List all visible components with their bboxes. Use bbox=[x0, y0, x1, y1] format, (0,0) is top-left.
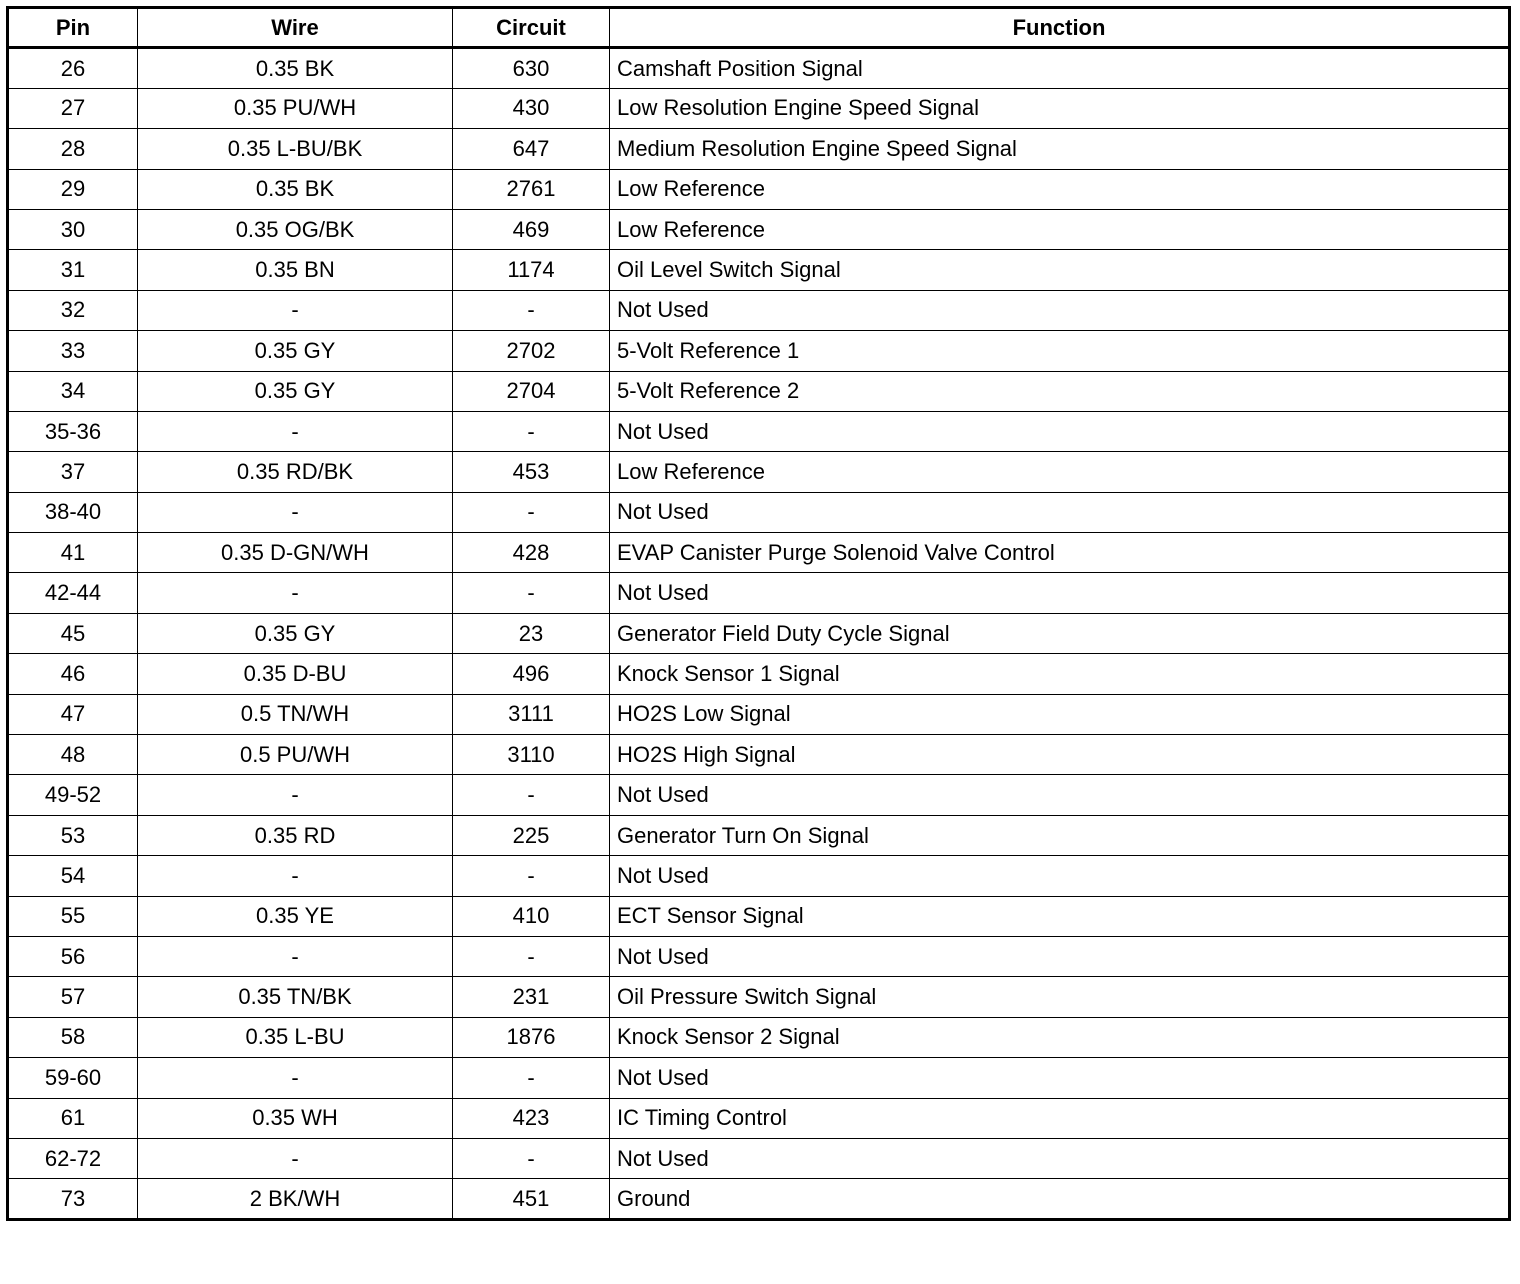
table-row bbox=[8, 694, 1510, 734]
cell-function: Low Reference bbox=[610, 169, 1510, 209]
header-wire: Wire bbox=[138, 8, 453, 48]
cell-wire: 0.35 L-BU bbox=[138, 1017, 453, 1057]
cell-pin: 27 bbox=[8, 88, 138, 128]
cell-function: Not Used bbox=[610, 856, 1510, 896]
cell-wire: 0.5 TN/WH bbox=[138, 694, 453, 734]
cell-function: ECT Sensor Signal bbox=[610, 896, 1510, 936]
cell-function: Knock Sensor 1 Signal bbox=[610, 654, 1510, 694]
cell-circuit: - bbox=[453, 856, 610, 896]
cell-pin: 31 bbox=[8, 250, 138, 290]
cell-wire: - bbox=[138, 856, 453, 896]
table-row bbox=[8, 1058, 1510, 1098]
cell-wire: 0.35 BK bbox=[138, 169, 453, 209]
cell-wire: 0.35 WH bbox=[138, 1098, 453, 1138]
cell-wire: 0.35 BK bbox=[138, 48, 453, 88]
cell-pin: 30 bbox=[8, 209, 138, 249]
cell-wire: - bbox=[138, 936, 453, 976]
cell-function: Not Used bbox=[610, 492, 1510, 532]
cell-function: Ground bbox=[610, 1179, 1510, 1219]
cell-pin: 61 bbox=[8, 1098, 138, 1138]
cell-wire: 0.35 BN bbox=[138, 250, 453, 290]
cell-pin: 73 bbox=[8, 1179, 138, 1219]
header-circuit: Circuit bbox=[453, 8, 610, 48]
cell-circuit: 3111 bbox=[453, 694, 610, 734]
cell-pin: 47 bbox=[8, 694, 138, 734]
cell-pin: 46 bbox=[8, 654, 138, 694]
cell-circuit: 3110 bbox=[453, 735, 610, 775]
cell-pin: 41 bbox=[8, 533, 138, 573]
cell-pin: 62-72 bbox=[8, 1138, 138, 1178]
cell-pin: 54 bbox=[8, 856, 138, 896]
cell-wire: 0.35 YE bbox=[138, 896, 453, 936]
cell-function: Not Used bbox=[610, 1138, 1510, 1178]
cell-pin: 53 bbox=[8, 815, 138, 855]
cell-function: 5-Volt Reference 2 bbox=[610, 371, 1510, 411]
cell-circuit: - bbox=[453, 573, 610, 613]
cell-pin: 45 bbox=[8, 613, 138, 653]
table-row bbox=[8, 573, 1510, 613]
table-row bbox=[8, 290, 1510, 330]
cell-wire: 0.35 D-BU bbox=[138, 654, 453, 694]
cell-circuit: 2702 bbox=[453, 331, 610, 371]
cell-circuit: 2761 bbox=[453, 169, 610, 209]
table-row bbox=[8, 48, 1510, 88]
cell-wire: 0.35 GY bbox=[138, 371, 453, 411]
cell-circuit: - bbox=[453, 775, 610, 815]
cell-wire: 0.35 L-BU/BK bbox=[138, 129, 453, 169]
cell-wire: - bbox=[138, 492, 453, 532]
cell-circuit: - bbox=[453, 1138, 610, 1178]
cell-wire: - bbox=[138, 573, 453, 613]
cell-pin: 37 bbox=[8, 452, 138, 492]
cell-pin: 57 bbox=[8, 977, 138, 1017]
cell-function: Not Used bbox=[610, 573, 1510, 613]
cell-function: Not Used bbox=[610, 936, 1510, 976]
table-row bbox=[8, 371, 1510, 411]
cell-wire: 0.35 GY bbox=[138, 331, 453, 371]
cell-wire: 0.35 D-GN/WH bbox=[138, 533, 453, 573]
cell-function: IC Timing Control bbox=[610, 1098, 1510, 1138]
header-pin: Pin bbox=[8, 8, 138, 48]
cell-circuit: 2704 bbox=[453, 371, 610, 411]
cell-circuit: 469 bbox=[453, 209, 610, 249]
cell-circuit: - bbox=[453, 290, 610, 330]
cell-function: HO2S High Signal bbox=[610, 735, 1510, 775]
cell-wire: 0.35 RD bbox=[138, 815, 453, 855]
table-row bbox=[8, 1098, 1510, 1138]
table-row bbox=[8, 250, 1510, 290]
cell-pin: 26 bbox=[8, 48, 138, 88]
cell-pin: 48 bbox=[8, 735, 138, 775]
table-row bbox=[8, 169, 1510, 209]
cell-function: HO2S Low Signal bbox=[610, 694, 1510, 734]
cell-circuit: 453 bbox=[453, 452, 610, 492]
cell-wire: 0.35 GY bbox=[138, 613, 453, 653]
cell-pin: 58 bbox=[8, 1017, 138, 1057]
header-function: Function bbox=[610, 8, 1510, 48]
cell-function: EVAP Canister Purge Solenoid Valve Control bbox=[610, 533, 1510, 573]
cell-function: Not Used bbox=[610, 290, 1510, 330]
table-row bbox=[8, 654, 1510, 694]
cell-circuit: 451 bbox=[453, 1179, 610, 1219]
cell-circuit: 423 bbox=[453, 1098, 610, 1138]
table-row bbox=[8, 1138, 1510, 1178]
table-row bbox=[8, 1179, 1510, 1219]
cell-wire: - bbox=[138, 411, 453, 451]
cell-pin: 42-44 bbox=[8, 573, 138, 613]
cell-pin: 49-52 bbox=[8, 775, 138, 815]
cell-function: Not Used bbox=[610, 411, 1510, 451]
connector-pinout-table bbox=[6, 6, 1511, 1221]
cell-circuit: 225 bbox=[453, 815, 610, 855]
cell-wire: 0.35 PU/WH bbox=[138, 88, 453, 128]
cell-circuit: 1174 bbox=[453, 250, 610, 290]
table-row bbox=[8, 936, 1510, 976]
cell-circuit: 231 bbox=[453, 977, 610, 1017]
cell-function: Medium Resolution Engine Speed Signal bbox=[610, 129, 1510, 169]
cell-wire: - bbox=[138, 775, 453, 815]
cell-function: Oil Level Switch Signal bbox=[610, 250, 1510, 290]
table-row bbox=[8, 533, 1510, 573]
cell-pin: 35-36 bbox=[8, 411, 138, 451]
cell-pin: 28 bbox=[8, 129, 138, 169]
cell-function: Oil Pressure Switch Signal bbox=[610, 977, 1510, 1017]
cell-pin: 33 bbox=[8, 331, 138, 371]
cell-circuit: - bbox=[453, 936, 610, 976]
cell-function: Not Used bbox=[610, 775, 1510, 815]
cell-circuit: 630 bbox=[453, 48, 610, 88]
cell-function: Generator Turn On Signal bbox=[610, 815, 1510, 855]
cell-function: Low Resolution Engine Speed Signal bbox=[610, 88, 1510, 128]
cell-wire: 0.35 TN/BK bbox=[138, 977, 453, 1017]
cell-circuit: 410 bbox=[453, 896, 610, 936]
cell-function: Low Reference bbox=[610, 209, 1510, 249]
cell-circuit: 1876 bbox=[453, 1017, 610, 1057]
cell-wire: 0.35 OG/BK bbox=[138, 209, 453, 249]
table-row bbox=[8, 492, 1510, 532]
table-row bbox=[8, 411, 1510, 451]
cell-pin: 29 bbox=[8, 169, 138, 209]
cell-function: Not Used bbox=[610, 1058, 1510, 1098]
table-row bbox=[8, 129, 1510, 169]
table-row bbox=[8, 88, 1510, 128]
cell-pin: 32 bbox=[8, 290, 138, 330]
table-row bbox=[8, 977, 1510, 1017]
table-row bbox=[8, 815, 1510, 855]
cell-function: Camshaft Position Signal bbox=[610, 48, 1510, 88]
table-row bbox=[8, 856, 1510, 896]
cell-function: Low Reference bbox=[610, 452, 1510, 492]
cell-pin: 55 bbox=[8, 896, 138, 936]
cell-pin: 56 bbox=[8, 936, 138, 976]
cell-circuit: - bbox=[453, 1058, 610, 1098]
cell-function: 5-Volt Reference 1 bbox=[610, 331, 1510, 371]
cell-circuit: 496 bbox=[453, 654, 610, 694]
cell-circuit: 647 bbox=[453, 129, 610, 169]
table-row bbox=[8, 1017, 1510, 1057]
cell-function: Knock Sensor 2 Signal bbox=[610, 1017, 1510, 1057]
cell-wire: - bbox=[138, 1058, 453, 1098]
cell-function: Generator Field Duty Cycle Signal bbox=[610, 613, 1510, 653]
cell-circuit: - bbox=[453, 411, 610, 451]
cell-pin: 34 bbox=[8, 371, 138, 411]
table-row bbox=[8, 896, 1510, 936]
table-body bbox=[8, 48, 1510, 1219]
table-row bbox=[8, 735, 1510, 775]
table-header-row bbox=[8, 8, 1510, 48]
cell-wire: 0.35 RD/BK bbox=[138, 452, 453, 492]
cell-pin: 38-40 bbox=[8, 492, 138, 532]
cell-circuit: 430 bbox=[453, 88, 610, 128]
cell-circuit: 428 bbox=[453, 533, 610, 573]
cell-wire: 2 BK/WH bbox=[138, 1179, 453, 1219]
table-row bbox=[8, 331, 1510, 371]
table-row bbox=[8, 209, 1510, 249]
cell-pin: 59-60 bbox=[8, 1058, 138, 1098]
table-row bbox=[8, 452, 1510, 492]
cell-wire: - bbox=[138, 290, 453, 330]
table-row bbox=[8, 775, 1510, 815]
cell-circuit: 23 bbox=[453, 613, 610, 653]
cell-circuit: - bbox=[453, 492, 610, 532]
cell-wire: - bbox=[138, 1138, 453, 1178]
cell-wire: 0.5 PU/WH bbox=[138, 735, 453, 775]
table-row bbox=[8, 613, 1510, 653]
